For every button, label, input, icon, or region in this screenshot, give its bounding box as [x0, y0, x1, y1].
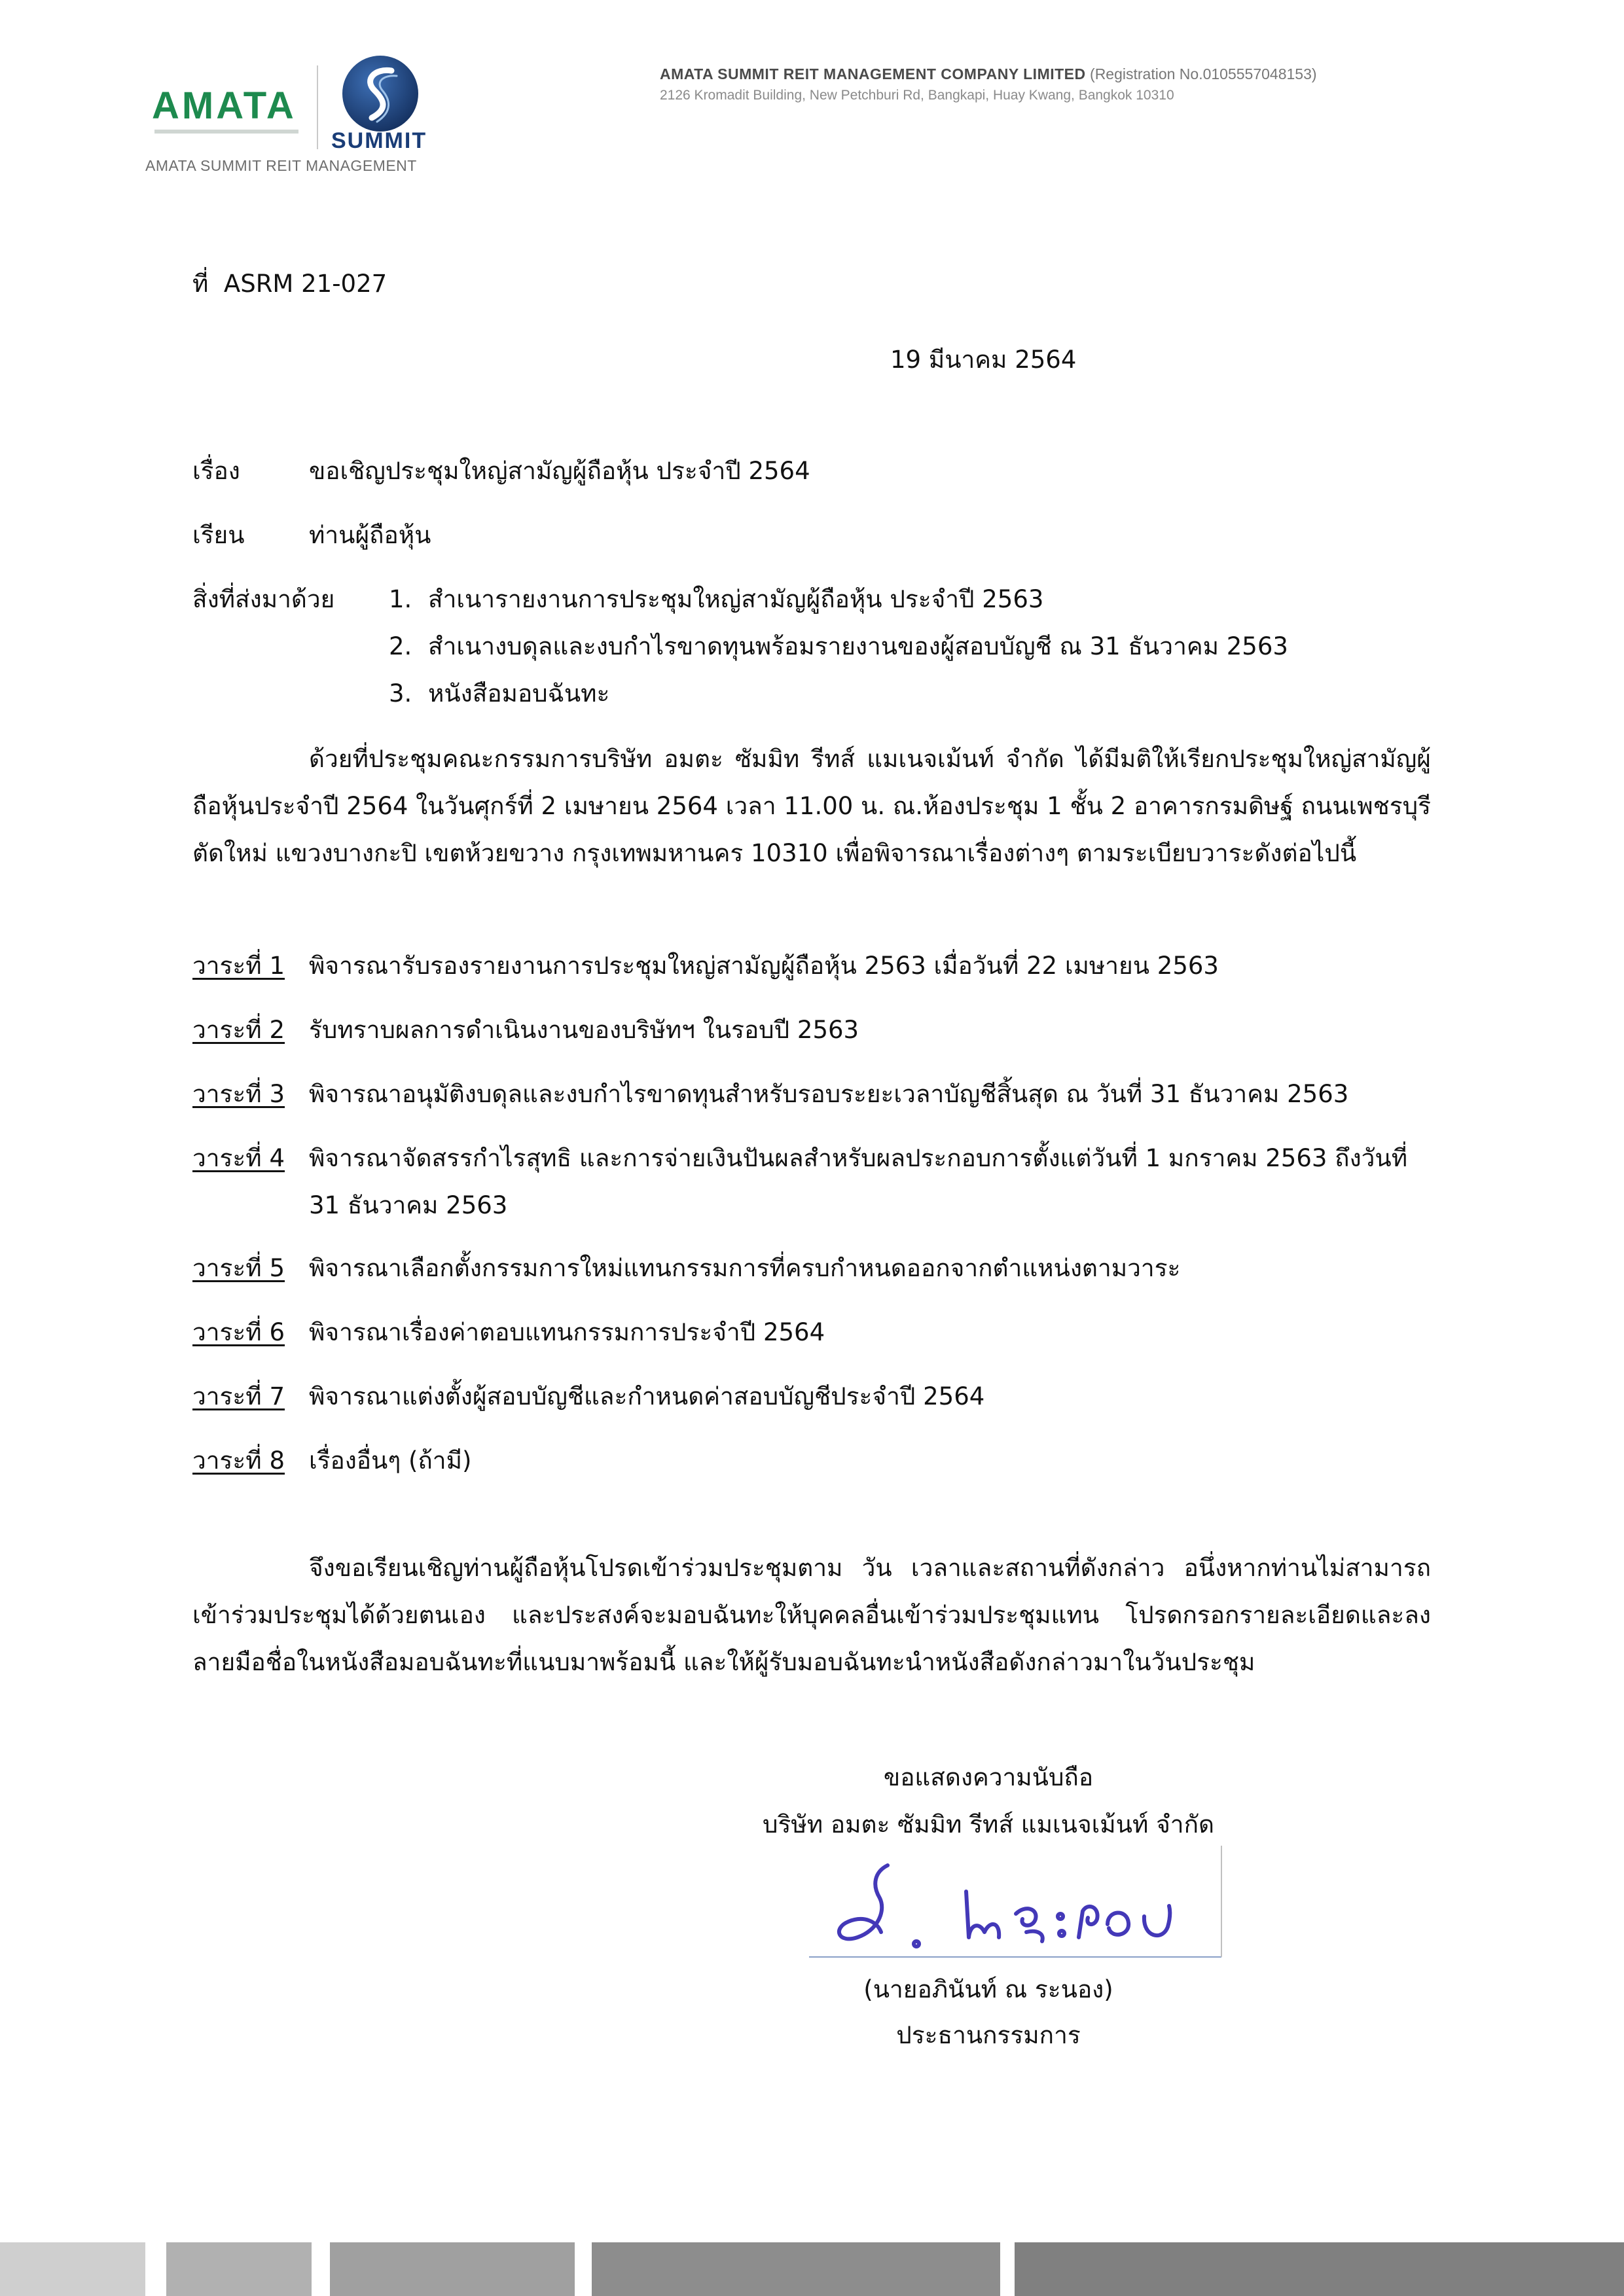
letter-date: 19 มีนาคม 2564 — [890, 346, 1077, 374]
agenda-item-text: พิจารณารับรองรายงานการประชุมใหญ่สามัญผู้ถือหุ้น 2563 เมื่อวันที่ 22 เมษายน 2563 — [309, 952, 1219, 980]
amata-logo-underline — [154, 130, 298, 134]
agenda-label: วาระที่ 3 — [192, 1080, 285, 1108]
agenda-item-text: พิจารณาเลือกตั้งกรรมการใหม่แทนกรรมการที่ครบกำหนดออกจากตำแหน่งตามวาระ — [309, 1254, 1181, 1282]
enclosure-item: สำเนารายงานการประชุมใหญ่สามัญผู้ถือหุ้น ประจำปี 2563 — [428, 585, 1044, 613]
subject-label: เรื่อง — [192, 457, 240, 485]
reference-line — [192, 268, 387, 300]
reference-prefix: ที่ — [192, 270, 209, 298]
agenda-label: วาระที่ 7 — [192, 1382, 285, 1410]
footer-bar — [592, 2242, 1000, 2296]
agenda-item-text: เรื่องอื่นๆ (ถ้ามี) — [309, 1446, 472, 1475]
footer-bar — [166, 2242, 312, 2296]
footer-bar — [330, 2242, 575, 2296]
company-name-header — [660, 65, 1317, 83]
amata-logo-text: AMATA — [152, 84, 297, 127]
footer-bar — [0, 2242, 145, 2296]
logo-tagline: AMATA SUMMIT REIT MANAGEMENT — [145, 157, 417, 174]
enclosure-no: 2. — [389, 632, 412, 660]
agenda-item-text: พิจารณาอนุมัติงบดุลและงบกำไรขาดทุนสำหรับรอบระยะเวลาบัญชีสิ้นสุด ณ วันที่ 31 ธันวาคม 2563 — [309, 1080, 1349, 1108]
company-name-thai: บริษัท อมตะ ซัมมิท รีทส์ แมเนจเม้นท์ จำกัด — [762, 1810, 1215, 1839]
summit-logo-text: SUMMIT — [331, 128, 427, 153]
signature-image — [809, 1846, 1228, 1964]
company-name: AMATA SUMMIT REIT MANAGEMENT COMPANY LIMITED — [660, 65, 1086, 82]
signer-title: ประธานกรรมการ — [896, 2021, 1081, 2049]
enclosure-item: สำเนางบดุลและงบกำไรขาดทุนพร้อมรายงานของผู้สอบบัญชี ณ 31 ธันวาคม 2563 — [428, 632, 1288, 660]
agenda-label: วาระที่ 5 — [192, 1254, 285, 1282]
agenda-label: วาระที่ 4 — [192, 1144, 285, 1172]
to-text: ท่านผู้ถือหุ้น — [309, 521, 431, 549]
reference-number: ASRM 21-027 — [223, 270, 388, 298]
to-label: เรียน — [192, 521, 245, 549]
agenda-label: วาระที่ 1 — [192, 952, 285, 980]
enclosure-label: สิ่งที่ส่งมาด้วย — [192, 585, 335, 613]
agenda-item-text: พิจารณาแต่งตั้งผู้สอบบัญชีและกำหนดค่าสอบบัญชีประจำปี 2564 — [309, 1382, 985, 1410]
agenda-label: วาระที่ 6 — [192, 1318, 285, 1346]
enclosure-no: 1. — [389, 585, 412, 613]
registration-number: (Registration No.0105557048153) — [1090, 65, 1317, 82]
footer-bar — [1015, 2242, 1624, 2296]
agenda-label: วาระที่ 2 — [192, 1016, 285, 1044]
agenda-item-text-continued: 31 ธันวาคม 2563 — [309, 1191, 508, 1219]
closing-paragraph: จึงขอเรียนเชิญท่านผู้ถือหุ้นโปรดเข้าร่วมประชุมตาม วัน เวลาและสถานที่ดังกล่าว อนึ่งหากท่านไม่สามารถเข้าร่วมประชุมได้ด้วยตนเอง และประสงค์จะมอบฉันทะให้บุคคลอื่นเข้าร่วมประชุมแทน โปรดกรอกรายละเอียดและลงลายมือชื่อในหนังสือมอบฉันทะที่แนบมาพร้อมนี้ และให้ผู้รับมอบฉันทะนำหนังสือดังกล่าวมาในวันประชุม — [192, 1554, 1431, 1676]
enclosure-no: 3. — [389, 679, 412, 708]
regards: ขอแสดงความนับถือ — [883, 1763, 1094, 1791]
intro-paragraph: ด้วยที่ประชุมคณะกรรมการบริษัท อมตะ ซัมมิท รีทส์ แมเนจเม้นท์ จำกัด ได้มีมติให้เรียกประชุมใหญ่สามัญผู้ถือหุ้นประจำปี 2564 ในวันศุกร์ที่ 2 เมษายน 2564 เวลา 11.00 น. ณ.ห้องประชุม 1 ชั้น 2 อาคารกรมดิษฐ์ ถนนเพชรบุรีตัดใหม่ แขวงบางกะปิ เขตห้วยขวาง กรุงเทพมหานคร 10310 เพื่อพิจารณาเรื่องต่างๆ ตามระเบียบวาระดังต่อไปนี้ — [192, 745, 1431, 867]
enclosure-item: หนังสือมอบฉันทะ — [428, 679, 610, 708]
company-address: 2126 Kromadit Building, New Petchburi Rd, Bangkapi, Huay Kwang, Bangkok 10310 — [660, 88, 1174, 103]
signer-name: (นายอภินันท์ ณ ระนอง) — [863, 1975, 1113, 2003]
agenda-label: วาระที่ 8 — [192, 1446, 285, 1475]
summit-emblem-icon — [340, 54, 420, 134]
agenda-item-text: พิจารณาจัดสรรกำไรสุทธิ และการจ่ายเงินปันผลสำหรับผลประกอบการตั้งแต่วันที่ 1 มกราคม 2563 ถึงวันที่ — [309, 1144, 1408, 1172]
agenda-item-text: พิจารณาเรื่องค่าตอบแทนกรรมการประจำปี 2564 — [309, 1318, 825, 1346]
agenda-item-text: รับทราบผลการดำเนินงานของบริษัทฯ ในรอบปี 2563 — [309, 1016, 859, 1044]
logo-divider — [317, 65, 318, 149]
subject-text: ขอเชิญประชุมใหญ่สามัญผู้ถือหุ้น ประจำปี 2564 — [309, 457, 810, 485]
